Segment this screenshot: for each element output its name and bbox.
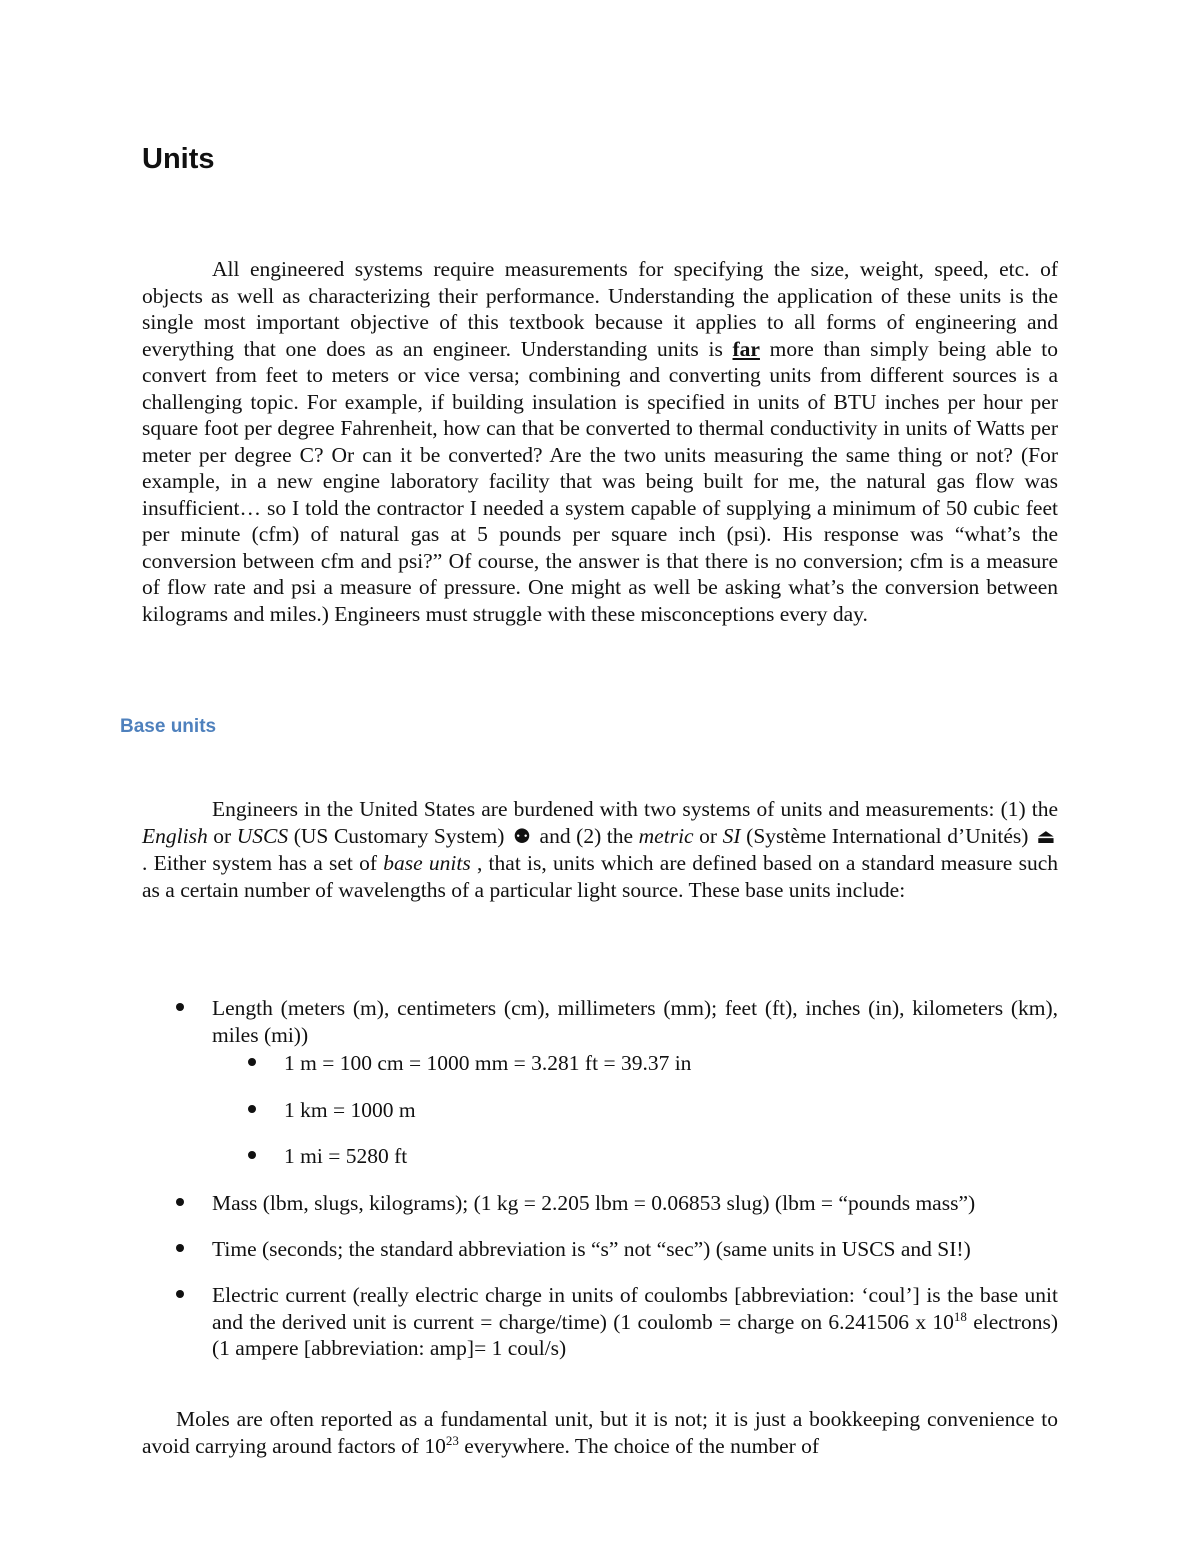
list-item-length-sub-2: 1 km = 1000 m	[284, 1098, 416, 1122]
term-base-units: base units	[383, 851, 471, 875]
moles-exponent: 23	[445, 1432, 459, 1448]
base-text-1: Engineers in the United States are burdened with two systems of units and measurements: (1) the	[212, 797, 1058, 821]
list-item-length: Length (meters (m), centimeters (cm), millimeters (mm); feet (ft), inches (in), kilometers (km), miles (mi))	[212, 996, 1058, 1047]
list-item-electric-current	[212, 1282, 1058, 1362]
base-text-7: . Either system has a set of	[142, 851, 384, 875]
moles-text-2: everywhere. The choice of the number of	[458, 1433, 820, 1458]
base-text-8: , that is, units which are defined based on a standard measure such as a certain number of wavelengths of a particular light source. These base units include:	[142, 851, 1058, 902]
list-item-length-sub-3: 1 mi = 5280 ft	[284, 1144, 408, 1168]
section-heading: Base units	[120, 716, 217, 737]
bullet-icon	[176, 1244, 184, 1252]
moles-text-1: Moles are often reported as a fundamental unit, but it is not; it is just a bookkeeping convenience to avoid carrying around factors of 10	[142, 1407, 1058, 1458]
bullet-icon	[176, 1003, 184, 1011]
intro-text-1: All engineered systems require measurements for specifying the size, weight, speed, etc. of objects as well as characterizing their performance. Understanding the application of these units is the single most important objective of this textbook because it applies to all forms of engineering and everything that one does as an engineer. Understanding units is	[142, 257, 1058, 361]
term-si: SI	[722, 823, 741, 848]
si-symbol-icon: ⏏	[1036, 825, 1056, 848]
bullet-icon	[248, 1151, 256, 1159]
list-item-length-sub-1: 1 m = 100 cm = 1000 mm = 3.281 ft = 39.37 in	[284, 1051, 692, 1075]
page-title: Units	[142, 143, 215, 175]
term-uscs: USCS	[236, 823, 289, 848]
bullet-icon	[248, 1058, 256, 1066]
bullet-icon	[176, 1198, 184, 1206]
moles-paragraph	[142, 1406, 1058, 1459]
base-units-paragraph	[142, 796, 1058, 903]
bullet-icon	[176, 1290, 184, 1298]
base-text-5: or	[693, 823, 723, 848]
base-text-2: or	[207, 823, 237, 848]
current-text-1: Electric current (really electric charge in units of coulombs [abbreviation: ‘coul’] is the base unit and the derived unit is current = charge/time) (1 coulomb = charge on 6.241506 x 10	[212, 1283, 1058, 1334]
current-exponent: 18	[953, 1308, 967, 1324]
intro-text-2: more than simply being able to convert from feet to meters or vice versa; combining and converting units from different sources is a challenging topic. For example, if building insulation is specified in units of BTU inches per hour per square foot per degree Fahrenheit, how can that be converted to thermal conductivity in units of Watts per meter per degree C? Or can it be converted? Are the two units measuring the same thing or not? (For example, in a new engine laboratory facility that was being built for me, the natural gas flow was insufficient… so I told the contractor I needed a system capable of supplying a minimum of 50 cubic feet per minute (cfm) of natural gas at 5 pounds per square inch (psi). His response was “what’s the conversion between cfm and psi?” Of course, the answer is that there is no conversion; cfm is a measure of flow rate and psi a measure of pressure. One might as well be asking what’s the conversion between kilograms and miles.) Engineers must struggle with these misconceptions every day.	[142, 336, 1059, 626]
term-metric: metric	[638, 823, 694, 848]
list-item-mass: Mass (lbm, slugs, kilograms); (1 kg = 2.205 lbm = 0.06853 slug) (lbm = “pounds mass”)	[212, 1191, 976, 1215]
term-english: English	[142, 823, 208, 848]
current-text-2: electrons) (1 ampere [abbreviation: amp]= 1 coul/s)	[212, 1309, 1058, 1360]
intro-paragraph	[142, 256, 1058, 627]
uscs-symbol-icon: ⚉	[512, 825, 531, 848]
base-text-3: (US Customary System)	[288, 823, 510, 848]
base-text-4: and (2) the	[533, 823, 639, 848]
bullet-icon	[248, 1105, 256, 1113]
list-item-time: Time (seconds; the standard abbreviation is “s” not “sec”) (same units in USCS and SI!)	[212, 1237, 971, 1261]
intro-emphasis-far: far	[732, 336, 760, 361]
base-text-6: (Système International d’Unités)	[740, 823, 1034, 848]
